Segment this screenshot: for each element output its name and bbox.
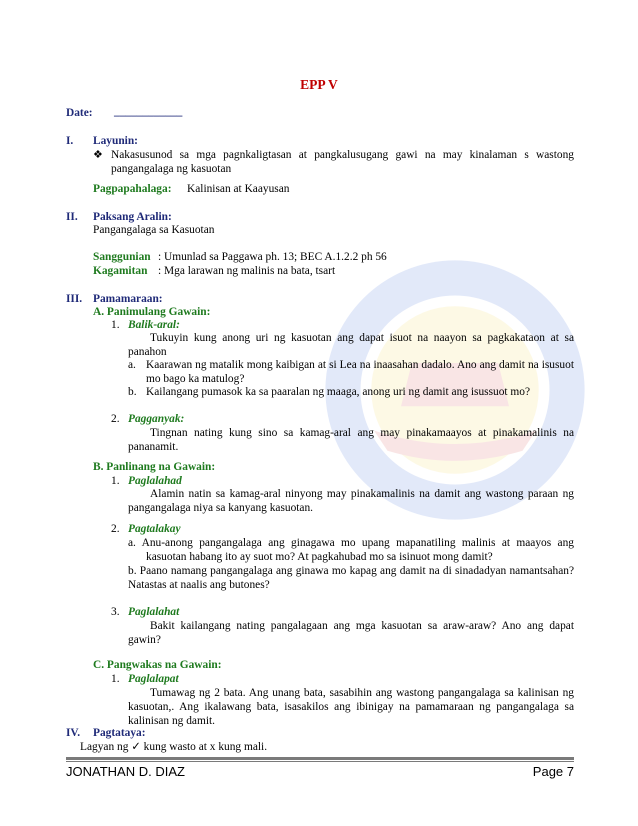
section-1-number: I.: [66, 135, 74, 147]
b1-text: Alamin natin sa kamag-aral ninyong may pinakamalinis na damit ang wastong paraan ng pangangalaga niya sa kanyang kasuotan.: [128, 488, 574, 514]
a2-title: Pagganyak:: [128, 413, 185, 425]
section-2-heading: Paksang Aralin:: [93, 211, 172, 223]
topic-text: Pangangalaga sa Kasuotan: [93, 224, 215, 236]
b3-text: Bakit kailangang nating pangalagaan ang mga kasuotan sa araw-araw? Ano ang dapat gawin?: [128, 620, 574, 646]
a1a-number: a.: [128, 359, 136, 371]
value-label: Pagpapahalaga:: [93, 183, 172, 195]
b2-number: 2.: [111, 523, 120, 535]
date-blank: ____________: [114, 106, 183, 118]
a1-text: Tukuyin kung anong uri ng kasuotan ang dapat isuot na naayon sa pagkakataon at sa panahon: [128, 332, 574, 358]
reference-label: Sanggunian: [93, 251, 151, 263]
footer-author: JONATHAN D. DIAZ: [66, 764, 185, 779]
materials-text: : Mga larawan ng malinis na bata, tsart: [158, 265, 336, 277]
section-1-heading: Layunin:: [93, 135, 138, 147]
section-3-number: III.: [66, 293, 83, 305]
a1b-number: b.: [128, 386, 137, 398]
b1-number: 1.: [111, 475, 120, 487]
reference-text: : Umunlad sa Paggawa ph. 13; BEC A.1.2.2 ph 56: [158, 251, 387, 263]
footer-rule: [66, 757, 574, 760]
a1-number: 1.: [111, 319, 120, 331]
diamond-bullet-icon: ❖: [93, 149, 103, 161]
a1a-text: Kaarawan ng matalik mong kaibigan at si Lea na inaasahan dadalo. Ano ang damit na isusuot mo bago ka matulog?: [146, 359, 574, 385]
b3-number: 3.: [111, 606, 120, 618]
a1b-text: Kailangang pumasok ka sa paaralan ng maaga, anong uri ng damit ang isussuot mo?: [146, 386, 531, 398]
b1-title: Paglalahad: [128, 475, 182, 487]
a2-number: 2.: [111, 413, 120, 425]
section-3-heading: Pamamaraan:: [93, 293, 163, 305]
instruction-after: kung wasto at x kung mali.: [143, 741, 268, 753]
instruction-before: Lagyan ng: [80, 741, 129, 753]
b3-title: Paglalahat: [128, 606, 180, 618]
assessment-instruction: [80, 740, 267, 754]
date-label: Date:: [66, 107, 93, 119]
c1-title: Paglalapat: [128, 673, 179, 685]
section-2-number: II.: [66, 211, 78, 223]
checkmark-icon: ✓: [131, 741, 141, 753]
section-4-number: IV.: [66, 727, 81, 739]
document-title: EPP V: [300, 77, 338, 92]
subsection-c-heading: C. Pangwakas na Gawain:: [93, 659, 222, 671]
b2a-text: a. Anu-anong pangangalaga ang ginagawa mo upang mapanatiling malinis at maayos ang kasuotan habang ito ay suot mo? At pagkahubad mo sa isinuot mong damit?: [128, 537, 574, 563]
b2b-text: b. Paano namang pangangalaga ang ginawa mo kapag ang damit na di sinadadyan namantsahan? Natastas at naalis ang butones?: [128, 565, 574, 591]
objective-text: Nakasusunod sa mga pagnkaligtasan at pangkalusugang gawi na may kinalaman s wastong pangangalaga ng kasuotan: [111, 149, 574, 175]
subsection-b-heading: B. Panlinang na Gawain:: [93, 461, 216, 473]
value-text: Kalinisan at Kaayusan: [187, 183, 290, 195]
c1-number: 1.: [111, 673, 120, 685]
a1-title: Balik-aral:: [128, 319, 180, 331]
subsection-a-heading: A. Panimulang Gawain:: [93, 306, 211, 318]
a2-text: Tingnan nating kung sino sa kamag-aral ang may pinakamaayos at pinakamalinis na pananamit.: [128, 427, 574, 453]
footer-page-number: Page 7: [532, 764, 574, 779]
footer-rule-thin: [66, 761, 574, 762]
materials-label: Kagamitan: [93, 265, 148, 277]
section-4-heading: Pagtataya:: [93, 727, 146, 739]
c1-text: Tumawag ng 2 bata. Ang unang bata, sasabihin ang wastong pangangalaga sa kalinisan ng kasuotan,. Ang ikalawang bata, isasakilos ang ibinigay na pamamaraan ng pangangalaga sa kalinisan ng damit.: [128, 687, 574, 727]
b2-title: Pagtalakay: [128, 523, 181, 535]
